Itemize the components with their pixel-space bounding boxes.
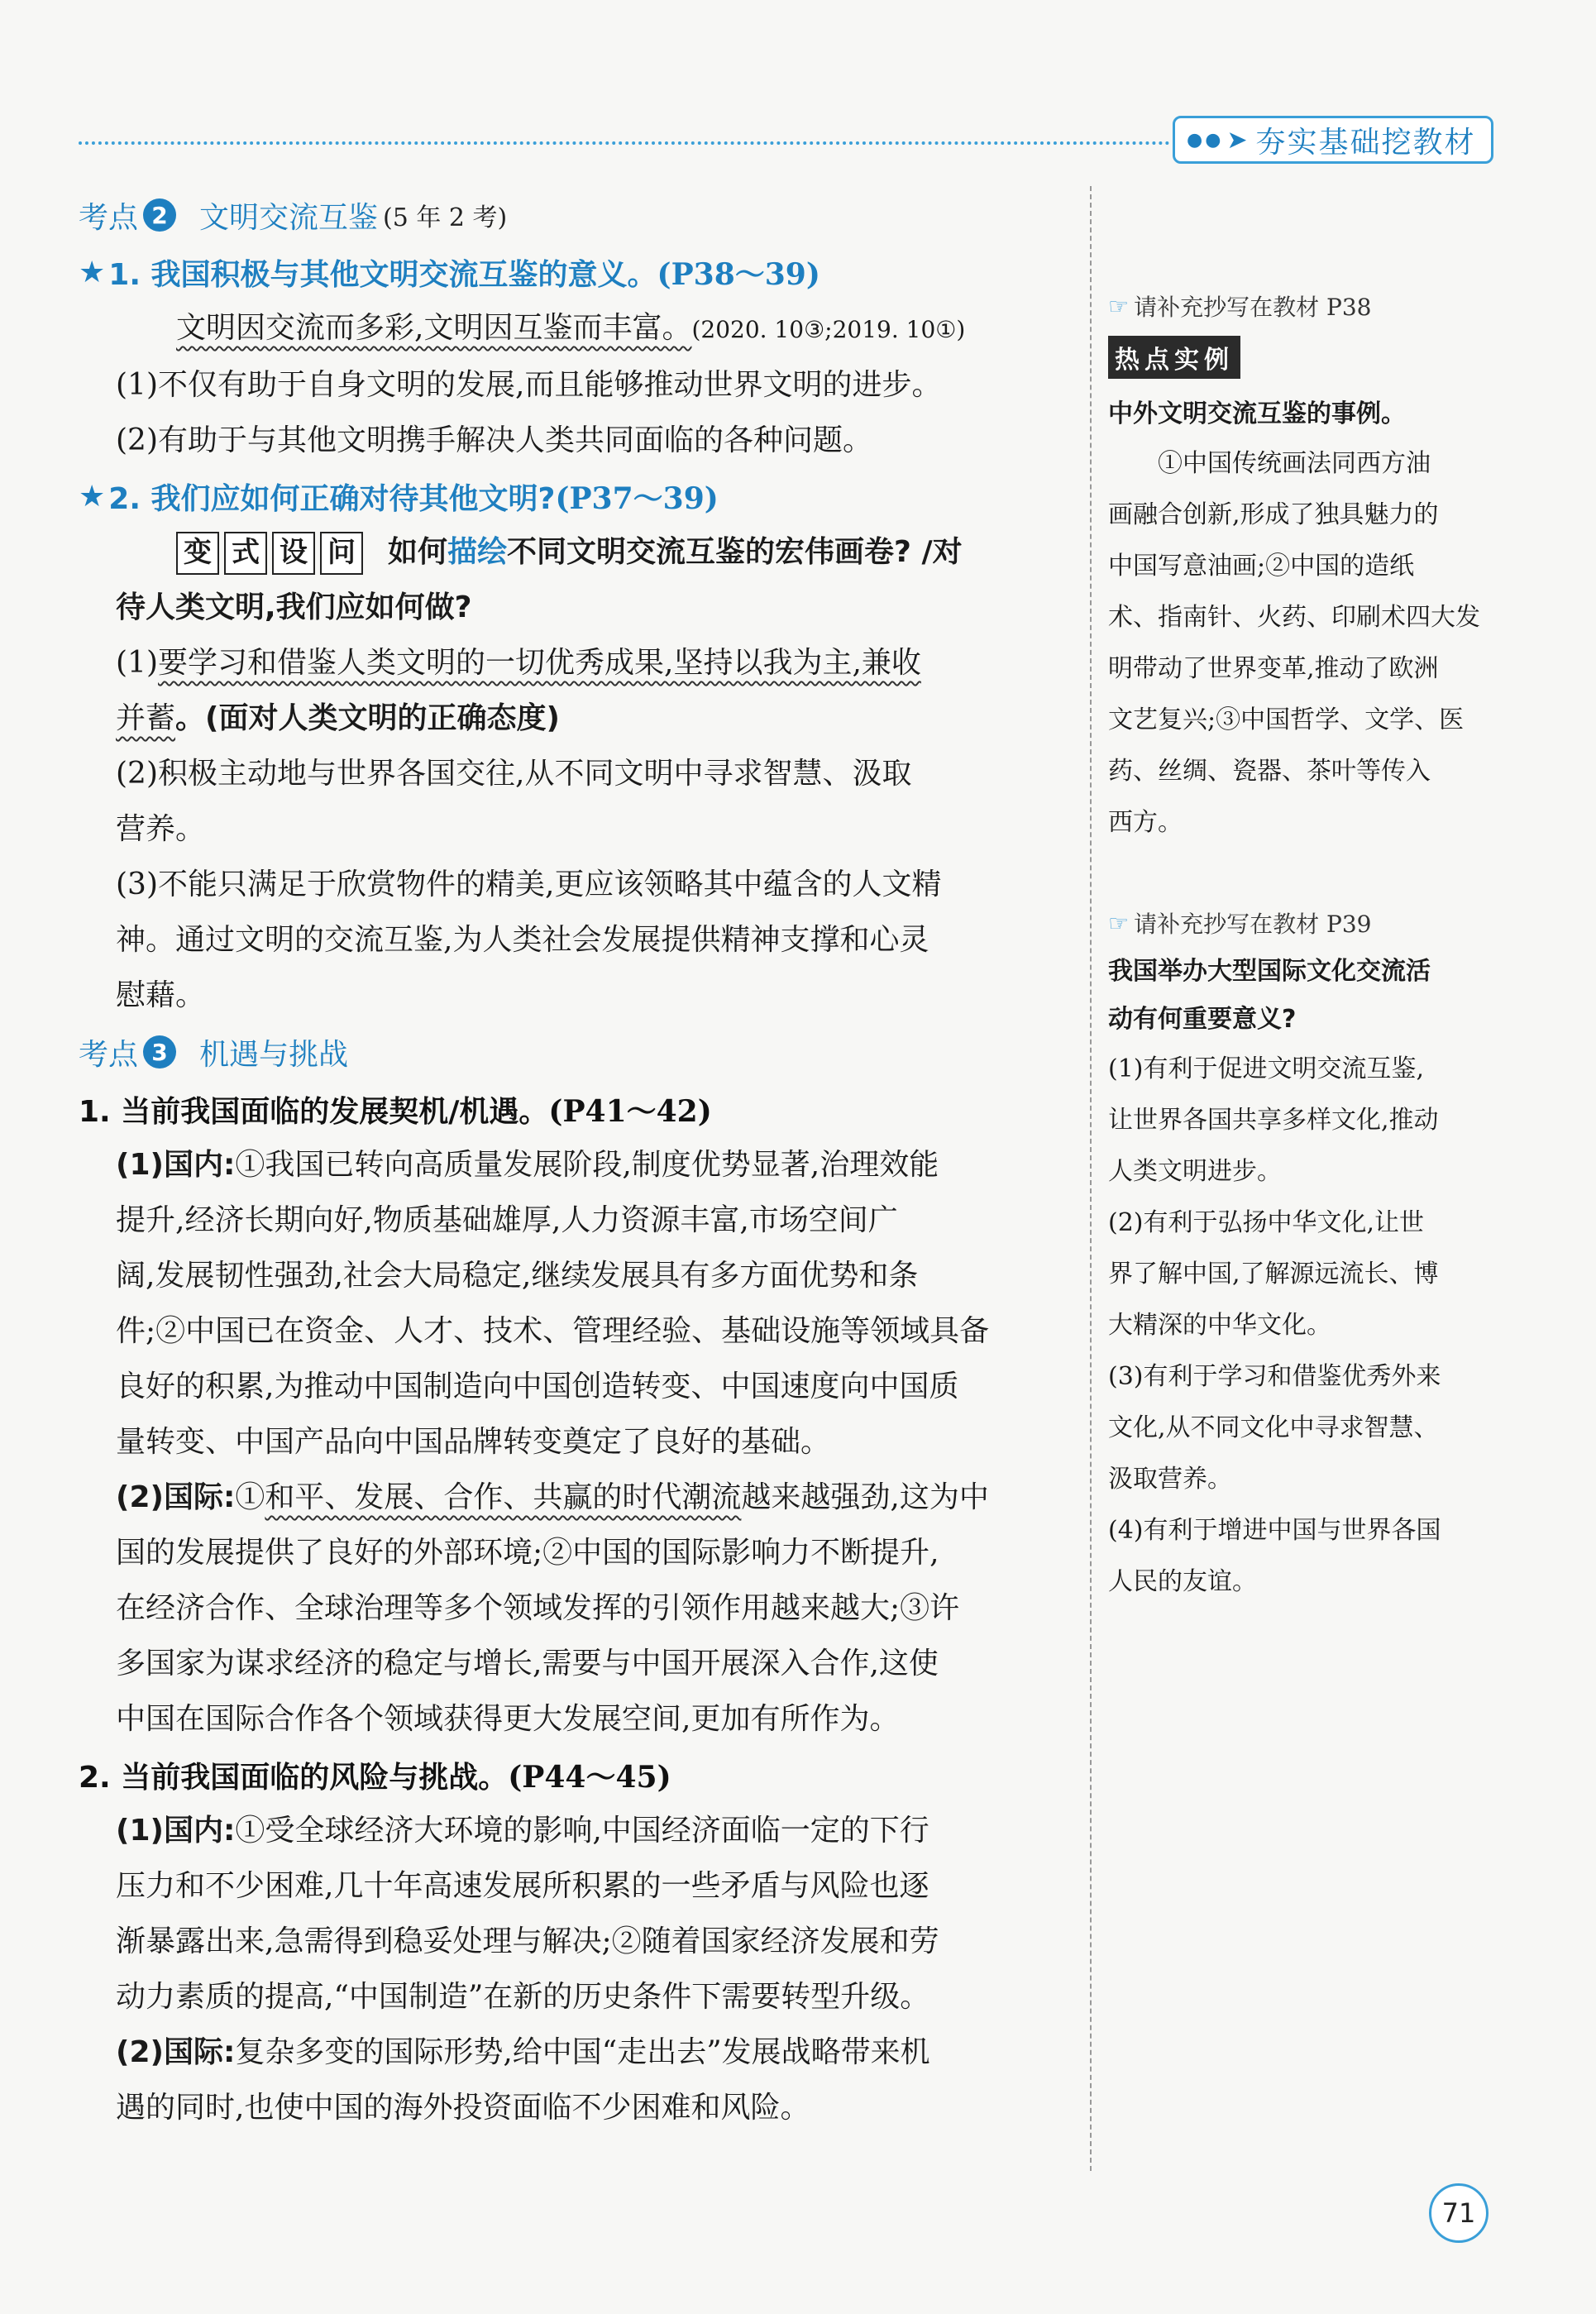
sidebar-line: 文艺复兴;③中国哲学、文学、医 — [1108, 705, 1465, 734]
text-line: ①我国已转向高质量发展阶段,制度优势显著,治理效能 — [235, 1148, 939, 1182]
answer-paragraph-cont: 压力和不少困难,几十年高速发展所积累的一些矛盾与风险也逐 — [116, 1869, 929, 1903]
variant-text: 如何 — [388, 535, 448, 569]
sidebar-line: 药、丝绸、瓷器、茶叶等传入 — [1108, 757, 1431, 786]
sidebar-heading: 动有何重要意义? — [1108, 1005, 1297, 1034]
answer-paragraph-cont: 多国家为谋求经济的稳定与增长,需要与中国开展深入合作,这使 — [116, 1647, 939, 1681]
sidebar-line: 人民的友谊。 — [1108, 1567, 1257, 1596]
page-reference: (P44～45) — [508, 1759, 671, 1795]
page-reference: (P37～39) — [555, 480, 719, 516]
answer-paragraph-cont: 件;②中国已在资金、人才、技术、管理经验、基础设施等领域具备 — [116, 1314, 990, 1348]
header-divider — [79, 141, 1170, 145]
sidebar-line: (1)有利于促进文明交流互鉴, — [1108, 1054, 1425, 1083]
text-line: ①受全球经济大环境的影响,中国经济面临一定的下行 — [235, 1814, 929, 1848]
sidebar-line: 文化,从不同文化中寻求智慧、 — [1108, 1413, 1439, 1442]
text-line: 越来越强劲,这为中 — [741, 1480, 989, 1514]
item-label: (1)国内: — [116, 1148, 236, 1182]
sidebar-line: 人类文明进步。 — [1108, 1157, 1282, 1186]
answer-paragraph — [79, 1470, 1071, 1525]
sidebar-line: (4)有利于增进中国与世界各国 — [1108, 1516, 1441, 1545]
page-number: 71 — [1429, 2183, 1488, 2243]
question-heading — [79, 244, 1071, 300]
sidebar-line: 中国写意油画;②中国的造纸 — [1108, 552, 1415, 581]
answer-paragraph — [79, 1803, 1071, 1858]
variant-char: 问 — [320, 532, 363, 575]
item-label: (2)国际: — [116, 2035, 236, 2069]
exam-count: (5 年 2 考) — [383, 203, 508, 232]
arrow-right-icon: ➤ — [1226, 125, 1248, 155]
sidebar-line: 汲取营养。 — [1108, 1465, 1232, 1494]
answer-paragraph-cont: 阔,发展韧性强劲,社会大局稳定,继续发展具有多方面优势和条 — [116, 1259, 919, 1293]
star-icon: ★ — [79, 255, 106, 289]
answer-paragraph-cont: 神。通过文明的交流互鉴,为人类社会发展提供精神支撑和心灵 — [116, 923, 929, 957]
pointing-hand-icon: ☞ — [1108, 292, 1130, 320]
note-text: 。(面对人类文明的正确态度) — [175, 701, 560, 735]
sidebar-line: 大精深的中华文化。 — [1108, 1311, 1331, 1340]
key-phrase: 要学习和借鉴人类文明的一切优秀成果,坚持以我为主,兼收 — [158, 646, 921, 680]
copy-note — [1108, 281, 1505, 331]
key-phrase: 并蓄 — [116, 701, 176, 735]
answer-paragraph-cont: 动力素质的提高,“中国制造”在新的历史条件下需要转型升级。 — [116, 1980, 930, 2014]
copy-note-text: 请补充抄写在教材 P39 — [1134, 911, 1372, 938]
variant-char: 式 — [224, 532, 267, 575]
answer-paragraph-cont: 国的发展提供了良好的外部环境;②中国的国际影响力不断提升, — [116, 1536, 939, 1570]
variant-keyword: 描绘 — [447, 535, 508, 569]
answer-paragraph-cont: 良好的积累,为推动中国制造向中国创造转变、中国速度向中国质 — [116, 1370, 959, 1403]
sidebar-line: ①中国传统画法同西方油 — [1158, 449, 1431, 478]
variant-tag — [176, 532, 368, 575]
answer-paragraph: (1)不仅有助于自身文明的发展,而且能够推动世界文明的进步。 — [116, 368, 942, 402]
variant-text: 不同文明交流互鉴的宏伟画卷? /对 — [507, 535, 963, 569]
copy-note-text: 请补充抄写在教材 P38 — [1134, 294, 1372, 321]
key-quote: 文明因交流而多彩,文明因互鉴而丰富。 — [176, 311, 692, 345]
sidebar-line: 画融合创新,形成了独具魅力的 — [1108, 500, 1439, 529]
text-line: ① — [235, 1480, 265, 1514]
variant-question — [79, 524, 1071, 580]
section-title: 文明交流互鉴 — [199, 200, 379, 235]
text-line: 复杂多变的国际形势,给中国“走出去”发展战略带来机 — [235, 2035, 930, 2069]
question-text: 2. 当前我国面临的风险与挑战。 — [79, 1760, 509, 1795]
main-column — [79, 186, 1071, 2135]
variant-char: 变 — [176, 532, 219, 575]
question-text: 1. 我国积极与其他文明交流互鉴的意义。 — [108, 257, 657, 292]
page-reference: (P38～39) — [657, 256, 820, 292]
question-heading — [79, 1081, 1071, 1137]
item-number: (1) — [116, 646, 158, 680]
pointing-hand-icon: ☞ — [1108, 909, 1130, 937]
variant-question-cont: 待人类文明,我们应如何做? — [116, 590, 472, 624]
answer-paragraph — [79, 1137, 1071, 1193]
sidebar-heading: 我国举办大型国际文化交流活 — [1108, 957, 1431, 986]
section-label: 考点 — [79, 200, 139, 235]
item-label: (1)国内: — [116, 1814, 236, 1848]
sidebar-line: 术、指南针、火药、印刷术四大发 — [1108, 603, 1480, 632]
section-heading-3 — [79, 1023, 1071, 1081]
answer-paragraph: (2)有助于与其他文明携手解决人类共同面临的各种问题。 — [116, 423, 872, 457]
hot-topic-tag: 热点实例 — [1108, 336, 1240, 379]
item-label: (2)国际: — [116, 1480, 236, 1514]
sidebar-line: 西方。 — [1108, 808, 1183, 837]
answer-paragraph-cont: 在经济合作、全球治理等多个领域发挥的引领作用越来越大;③许 — [116, 1591, 960, 1625]
banner-title: 夯实基础挖教材 — [1255, 125, 1476, 160]
section-banner — [1173, 116, 1493, 164]
question-text: 1. 当前我国面临的发展契机/机遇。 — [79, 1094, 549, 1129]
answer-paragraph: (2)积极主动地与世界各国交往,从不同文明中寻求智慧、汲取 — [116, 757, 912, 791]
answer-paragraph-cont: 中国在国际合作各个领域获得更大发展空间,更加有所作为。 — [116, 1702, 900, 1736]
page-reference: (P41～42) — [548, 1093, 712, 1129]
copy-note — [1108, 898, 1505, 948]
answer-paragraph — [79, 635, 1071, 691]
question-text: 2. 我们应如何正确对待其他文明? — [108, 481, 556, 516]
sidebar-line: 界了解中国,了解源远流长、博 — [1108, 1260, 1439, 1288]
sidebar-heading: 中外文明交流互鉴的事例。 — [1108, 399, 1406, 428]
column-divider — [1090, 186, 1092, 2171]
key-phrase: 和平、发展、合作、共赢的时代潮流 — [265, 1480, 742, 1514]
answer-paragraph: (3)不能只满足于欣赏物件的精美,更应该领略其中蕴含的人文精 — [116, 868, 942, 901]
answer-paragraph-cont: 遇的同时,也使中国的海外投资面临不少困难和风险。 — [116, 2091, 810, 2125]
variant-char: 设 — [272, 532, 315, 575]
sidebar-column — [1108, 281, 1505, 1608]
answer-paragraph-cont: 渐暴露出来,急需得到稳妥处理与解决;②随着国家经济发展和劳 — [116, 1924, 939, 1958]
answer-paragraph-cont — [79, 691, 1071, 746]
section-label: 考点 — [79, 1037, 139, 1072]
star-icon: ★ — [79, 479, 106, 514]
sidebar-line: (2)有利于弘扬中华文化,让世 — [1108, 1208, 1425, 1237]
question-heading — [79, 1747, 1071, 1803]
section-title: 机遇与挑战 — [199, 1037, 349, 1072]
answer-paragraph-cont: 慰藉。 — [116, 978, 206, 1012]
sidebar-line: (3)有利于学习和借鉴优秀外来 — [1108, 1362, 1441, 1391]
answer-paragraph-cont: 营养。 — [116, 812, 206, 846]
answer-paragraph — [79, 2025, 1071, 2080]
answer-paragraph-cont: 量转变、中国产品向中国品牌转变奠定了良好的基础。 — [116, 1425, 831, 1459]
question-heading — [79, 468, 1071, 524]
section-number-badge: 3 — [143, 1035, 176, 1069]
sidebar-line: 让世界各国共享多样文化,推动 — [1108, 1106, 1439, 1135]
section-number-badge: 2 — [143, 198, 176, 232]
section-heading-2 — [79, 186, 1071, 244]
quote-line — [79, 300, 1071, 357]
exam-reference: (2020. 10③;2019. 10①) — [691, 316, 966, 343]
sidebar-line: 明带动了世界变革,推动了欧洲 — [1108, 654, 1439, 683]
dots-icon: ●● — [1187, 129, 1224, 151]
answer-paragraph-cont: 提升,经济长期向好,物质基础雄厚,人力资源丰富,市场空间广 — [116, 1203, 898, 1237]
